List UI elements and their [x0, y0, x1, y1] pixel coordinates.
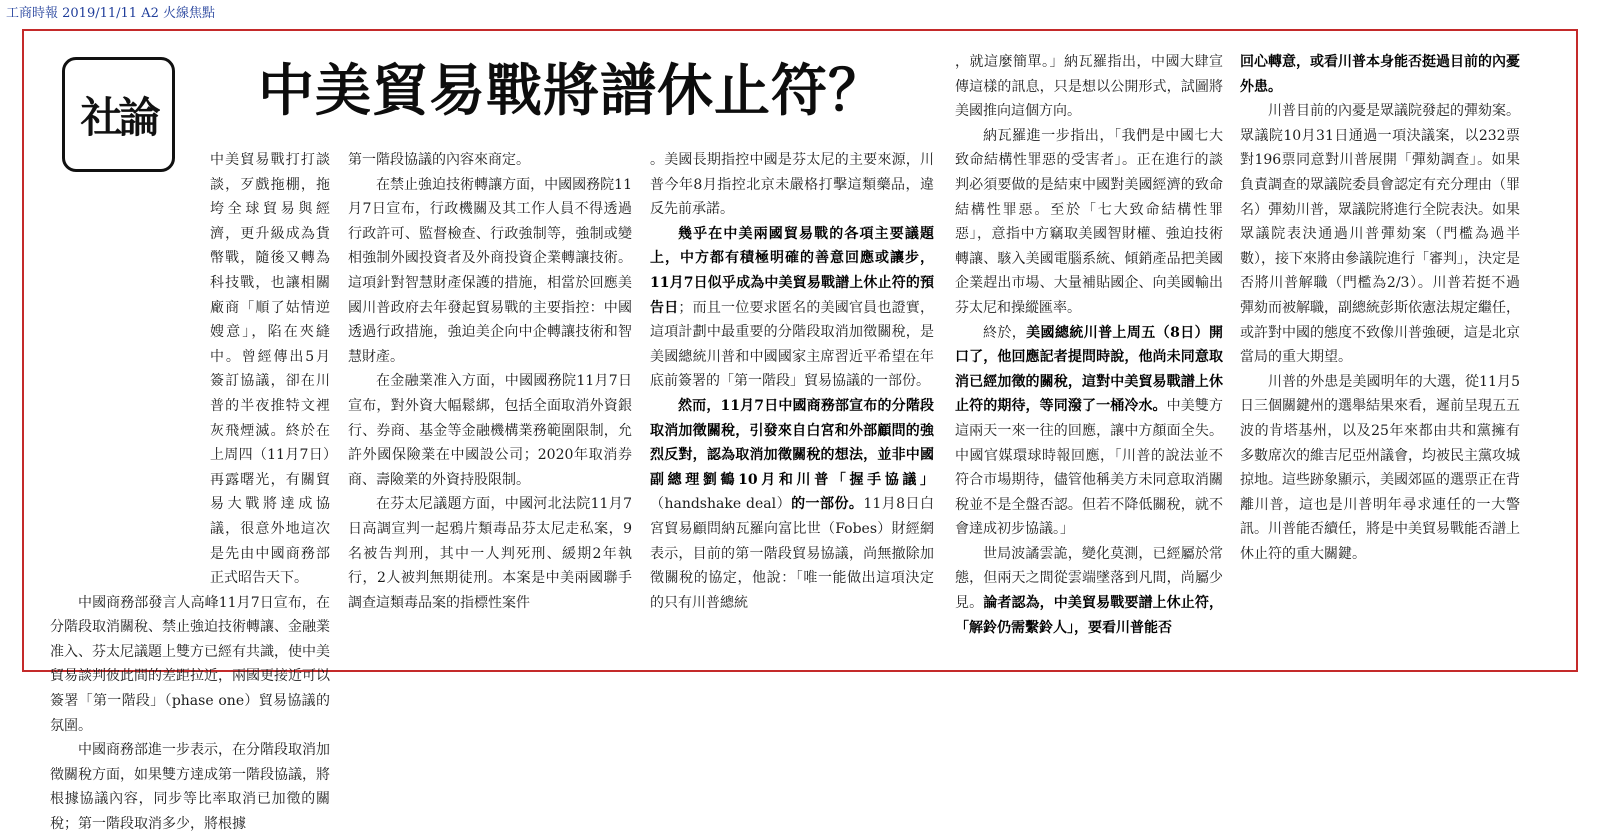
paragraph: 中國商務部發言人高峰11月7日宣布，在分階段取消關稅、禁止強迫技術轉讓、金融業准入、芬太尼議題上雙方已經有共識，使中美貿易談判彼此間的差距拉近，兩國更接近可以簽署「第一階段」（phase one）貿易協議的氛圍。: [50, 594, 330, 734]
paragraph: ，就這麼簡單。」納瓦羅指出，中國大肆宣傳這樣的訊息，只是想以公開形式，試圖將美國推向這個方向。: [955, 54, 1223, 120]
paragraph-text: 中美貿易戰打打談談，歹戲拖棚，拖垮全球貿易與經濟，更升級成為貨幣戰，隨後又轉為科技戰，也讓相關廠商「順了姑情逆嫂意」，陷在夾縫中。曾經傳出5月簽訂協議，卻在川普的半夜推特文裡灰飛煙滅。終於在上周四（11月7日）再露曙光，有關貿易大戰將達成協議，很意外地這次是先由中國商務部正式昭告天下。: [210, 152, 330, 587]
bold-text: 的一部份。: [791, 496, 864, 513]
paragraph: 第一階段協議的內容來商定。: [348, 152, 530, 168]
article-column-3: [650, 148, 934, 638]
paragraph-text: ；而且一位要求匿名的美國官員也證實，這項計劃中最重要的分階段取消加徵關稅，是美國總統川普和中國國家主席習近平希望在年底前簽署的「第一階段」貿易協議的一部份。: [650, 299, 934, 390]
bold-text: 美國總統川普上周五（8日）開口了，他回應記者提問時說，他尚未同意取消已經加徵的關稅，這對中美貿易戰譜上休止符的期待，等同潑了一桶冷水。: [955, 324, 1223, 415]
newspaper-header: 工商時報 2019/11/11 A2 火線焦點: [6, 6, 215, 21]
paragraph-text: 中美雙方這兩天一來一往的回應，讓中方顏面全失。中國官媒環球時報回應，「川普的說法並不符合市場期待，儘管他稱美方未同意取消關稅並不是全盤否認。但若不降低關稅，就不會達成初步協議。」: [955, 398, 1224, 538]
paragraph-text: 世局波譎雲詭，變化莫測，已經屬於常態，但兩天之間從雲端墜落到凡間，尚屬少見。: [955, 545, 1223, 612]
paragraph: [50, 148, 330, 591]
article-column-4: [955, 50, 1223, 640]
paragraph: 納瓦羅進一步指出，「我們是中國七大致命結構性罪惡的受害者」。正在進行的談判必須要做的是結束中國對美國經濟的致命結構性罪惡。至於「七大致命結構性罪惡」，意指中方竊取美國智財權、強迫技術轉讓、駭入美國電腦系統、傾銷產品把美國企業趕出市場、大量補貼國企、向美國輸出芬太尼和操縱匯率。: [955, 127, 1223, 316]
paragraph: [1240, 50, 1520, 99]
bold-text: 幾乎在中美兩國貿易戰的各項主要議題上，中方都有積極明確的善意回應或讓步，11月7日似乎成為中美貿易戰譜上休止符的預告日: [650, 225, 934, 316]
paragraph: 川普目前的內憂是眾議院發起的彈劾案。眾議院10月31日通過一項決議案，以232票對196票同意對川普展開「彈劾調查」。如果負責調查的眾議院委員會認定有充分理由（罪名）彈劾川普，眾議院將進行全院表決。如果眾議院表決通過川普彈劾案（門檻為過半數），接下來將由參議院進行「審判」，決定是否將川普解職（門檻為2/3）。川普若挺不過彈劾而被解職，副總統彭斯依憲法規定繼任，或許對中國的態度不致像川普強硬，這是北京當局的重大期望。: [1240, 103, 1520, 366]
bold-text: 回心轉意，或看川普本身能否挺過目前的內憂外患。: [1240, 54, 1520, 95]
paragraph: 川普的外患是美國明年的大選，從11月5日三個關鍵州的選舉結果來看，遲前呈現五五波的肯塔基州，以及25年來都由共和黨擁有多數席次的維吉尼亞州議會，均被民主黨攻城掠地。這些跡象顯示，美國郊區的選票正在背離川普，這也是川普明年尋求連任的一大警訊。川普能否續任，將是中美貿易戰能否譜上休止符的重大關鍵。: [1240, 373, 1520, 562]
paragraph-text: 11月8日白宮貿易顧問納瓦羅向富比世（Fobes）財經網表示，目前的第一階段貿易協議，尚無撤除加徵關稅的協定，他說：「唯一能做出這項決定的只有川普總統: [650, 496, 934, 611]
article-column-1: [50, 148, 330, 833]
paragraph-text: 終於，: [983, 324, 1027, 341]
paragraph: 在禁止強迫技術轉讓方面，中國國務院11月7日宣布，行政機關及其工作人員不得透過行政許可、監督檢查、行政強制等，強制或變相強制外國投資者及外商投資企業轉讓技術。這項針對智慧財產保護的措施，相當於回應美國川普政府去年發起貿易戰的主要指控：中國透過行政措施，強迫美企向中企轉讓技術和智慧財產。: [348, 176, 632, 365]
paragraph: [955, 321, 1223, 542]
paragraph: [650, 394, 934, 615]
bold-text: 論者認為，中美貿易戰要譜上休止符，「解鈴仍需繫鈴人」，要看川普能否: [955, 595, 1224, 636]
paragraph-text: （handshake deal）: [650, 496, 792, 513]
paragraph: [955, 542, 1223, 640]
paragraph: [650, 222, 934, 394]
article-title: 中美貿易戰將譜休止符？: [258, 59, 885, 124]
paragraph: 中國商務部進一步表示，在分階段取消加徵關稅方面，如果雙方達成第一階段協議，將根據協議內容，同步等比率取消已加徵的關稅；第一階段取消多少，將根據: [50, 742, 330, 833]
paragraph: 。美國長期指控中國是芬太尼的主要來源，川普今年8月指控北京未嚴格打擊這類藥品，違反先前承諾。: [650, 152, 934, 218]
paragraph: 在芬太尼議題方面，中國河北法院11月7日高調宣判一起鴉片類毒品芬太尼走私案，9名被告判刑，其中一人判死刑、緩期2年執行，2人被判無期徒刑。本案是中美兩國聯手調查這類毒品案的指標性案件: [348, 496, 632, 611]
editorial-seal-logo: 社論: [62, 57, 175, 172]
paragraph: 在金融業准入方面，中國國務院11月7日宣布，對外資大幅鬆綁，包括全面取消外資銀行、券商、基金等金融機構業務範圍限制，允許外國保險業在中國設公司；2020年取消券商、壽險業的外資持股限制。: [348, 373, 632, 488]
bold-text: 然而，11月7日中國商務部宣布的分階段取消加徵關稅，引發來自白宮和外部顧問的強烈反對，認為取消加徵關稅的想法，並非中國副總理劉鶴10月和川普「握手協議」: [650, 397, 934, 488]
article-column-5: [1240, 50, 1520, 610]
article-column-2: [348, 148, 632, 638]
